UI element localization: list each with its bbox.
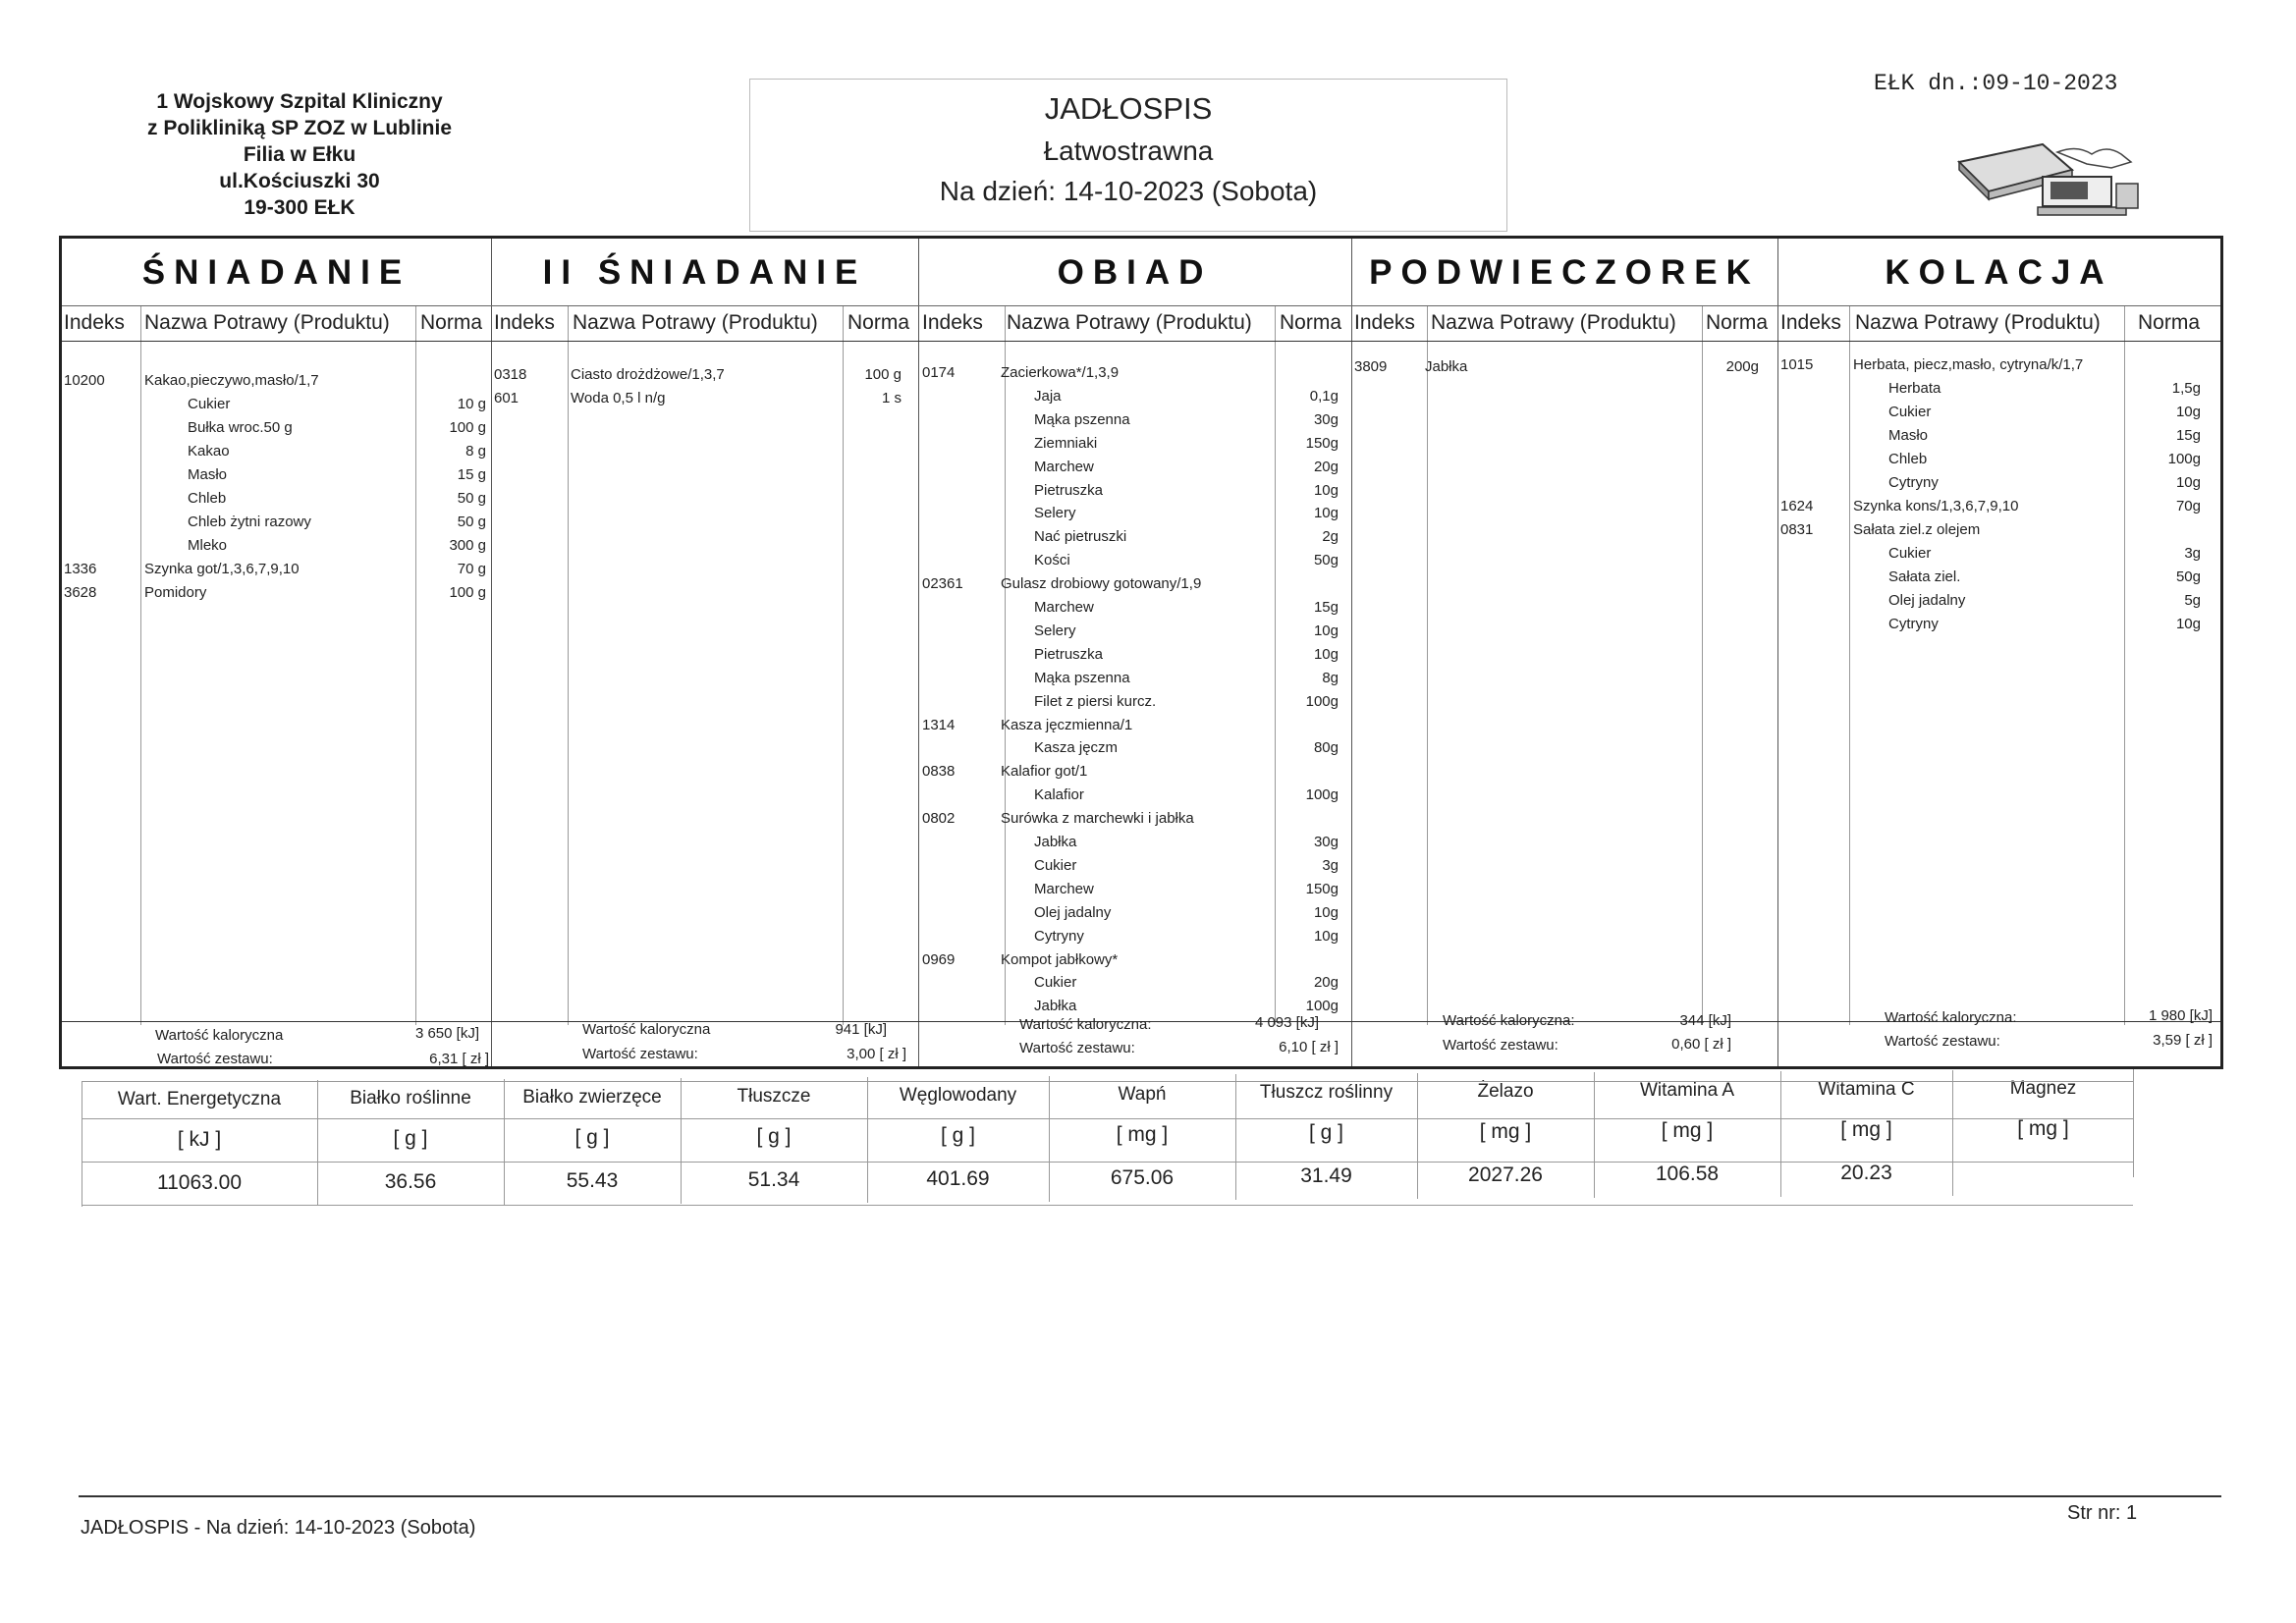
ingredient-name: Bułka wroc.50 g bbox=[188, 419, 293, 436]
meal-title-obiad: OBIAD bbox=[1057, 253, 1213, 292]
item-quantity: 10g bbox=[2175, 404, 2201, 420]
kcal-label: Wartość kaloryczna bbox=[155, 1027, 284, 1044]
col-header-index: Indeks bbox=[1780, 311, 1841, 334]
cost-label: Wartość zestawu: bbox=[1019, 1040, 1135, 1056]
kcal-value: 3 650 [kJ] bbox=[414, 1025, 479, 1042]
nutrient-label: Żelazo bbox=[1477, 1081, 1534, 1103]
nutrient-value: 675.06 bbox=[1110, 1165, 1175, 1189]
col-header-norm: Norma bbox=[1706, 311, 1769, 334]
col-header-name: Nazwa Potrawy (Produktu) bbox=[1855, 311, 2101, 334]
item-quantity: 100 g bbox=[449, 419, 486, 436]
item-quantity: 100 g bbox=[864, 366, 902, 383]
item-quantity: 10g bbox=[1313, 927, 1339, 945]
meal-divider bbox=[918, 239, 919, 1066]
dish-name: Woda 0,5 l n/g bbox=[571, 390, 666, 406]
nutrient-label: Witamina A bbox=[1639, 1080, 1735, 1102]
cost-value: 6,31 [ zł ] bbox=[429, 1051, 489, 1067]
nutrient-unit: [ g ] bbox=[756, 1124, 792, 1148]
page-title: JADŁOSPIS bbox=[1044, 91, 1213, 126]
dish-name: Jabłka bbox=[1425, 358, 1468, 375]
menu-date: Na dzień: 14-10-2023 (Sobota) bbox=[939, 176, 1318, 206]
item-index: 0838 bbox=[922, 763, 956, 781]
hospital-line-2: z Polikliniką SP ZOZ w Lublinie bbox=[147, 117, 452, 139]
item-quantity: 50 g bbox=[457, 514, 486, 530]
kcal-label: Wartość kaloryczna: bbox=[1019, 1016, 1152, 1033]
col-divider bbox=[1005, 305, 1006, 1025]
item-quantity: 10g bbox=[1313, 505, 1339, 522]
item-quantity: 300 g bbox=[449, 537, 486, 554]
ingredient-name: Chleb bbox=[1888, 451, 1928, 467]
col-header-name: Nazwa Potrawy (Produktu) bbox=[1431, 311, 1676, 334]
col-header-index: Indeks bbox=[922, 311, 983, 334]
col-divider bbox=[1427, 305, 1428, 1025]
item-quantity: 15 g bbox=[457, 466, 486, 483]
col-header-norm: Norma bbox=[420, 311, 483, 334]
meal-title-podwieczorek: PODWIECZOREK bbox=[1369, 253, 1760, 292]
item-quantity: 150g bbox=[1305, 434, 1339, 452]
col-header-name: Nazwa Potrawy (Produktu) bbox=[573, 311, 818, 334]
dish-name: Kasza jęczmienna/1 bbox=[1001, 716, 1133, 733]
nutrient-unit: [ kJ ] bbox=[177, 1128, 222, 1151]
item-index: 0174 bbox=[922, 364, 956, 381]
dish-name: Pomidory bbox=[144, 584, 207, 601]
dish-name: Surówka z marchewki i jabłka bbox=[1001, 810, 1194, 828]
kcal-value: 1 980 [kJ] bbox=[2148, 1007, 2213, 1024]
nutrient-unit: [ mg ] bbox=[1479, 1120, 1532, 1144]
ingredient-name: Pietruszka bbox=[1034, 481, 1104, 499]
nutrient-value: 401.69 bbox=[926, 1166, 990, 1190]
nutrition-divider bbox=[1049, 1076, 1050, 1202]
item-quantity: 10g bbox=[1313, 622, 1339, 639]
dish-name: Ciasto drożdżowe/1,3,7 bbox=[571, 366, 725, 383]
col-header-norm: Norma bbox=[2138, 311, 2201, 334]
col-header-norm: Norma bbox=[847, 311, 910, 334]
nutrient-value: 31.49 bbox=[1300, 1164, 1352, 1188]
item-quantity: 1 s bbox=[881, 390, 902, 406]
item-index: 3628 bbox=[64, 584, 97, 601]
hospital-line-4: ul.Kościuszki 30 bbox=[219, 170, 380, 192]
nutrition-divider bbox=[1780, 1071, 1781, 1197]
ingredient-name: Cytryny bbox=[1034, 927, 1084, 945]
nutrient-unit: [ mg ] bbox=[2017, 1117, 2069, 1140]
nutrient-label: Białko roślinne bbox=[350, 1087, 471, 1109]
issue-date: EŁK dn.:09-10-2023 bbox=[1874, 71, 2118, 96]
nutrition-divider bbox=[317, 1080, 318, 1206]
ingredient-name: Sałata ziel. bbox=[1888, 568, 1961, 585]
meal-divider bbox=[491, 239, 492, 1066]
item-quantity: 3g bbox=[2184, 545, 2201, 562]
nutrient-unit: [ mg ] bbox=[1840, 1118, 1892, 1142]
item-quantity: 50g bbox=[2175, 568, 2201, 585]
item-quantity: 100g bbox=[2167, 451, 2201, 467]
ingredient-name: Jaja bbox=[1034, 387, 1062, 405]
nutrient-label: Tłuszcz roślinny bbox=[1259, 1082, 1394, 1104]
dish-name: Szynka got/1,3,6,7,9,10 bbox=[144, 561, 300, 577]
nutrition-divider bbox=[867, 1077, 868, 1203]
item-quantity: 80g bbox=[1313, 739, 1339, 757]
ingredient-name: Masło bbox=[188, 466, 228, 483]
item-quantity: 30g bbox=[1313, 410, 1339, 428]
ingredient-name: Cukier bbox=[1888, 545, 1932, 562]
item-quantity: 15g bbox=[2175, 427, 2201, 444]
item-quantity: 50 g bbox=[457, 490, 486, 507]
ingredient-name: Selery bbox=[1034, 505, 1076, 522]
nutrition-divider bbox=[2133, 1069, 2134, 1177]
cost-value: 6,10 [ zł ] bbox=[1279, 1039, 1339, 1055]
ingredient-name: Kości bbox=[1034, 552, 1070, 569]
item-quantity: 8 g bbox=[465, 443, 486, 460]
page-number: Str nr: 1 bbox=[2067, 1502, 2138, 1524]
item-quantity: 2g bbox=[1322, 528, 1339, 546]
cost-label: Wartość zestawu: bbox=[1443, 1037, 1558, 1054]
kcal-value: 941 [kJ] bbox=[835, 1021, 887, 1038]
dish-name: Kalafior got/1 bbox=[1001, 763, 1088, 781]
col-header-index: Indeks bbox=[64, 311, 125, 334]
ingredient-name: Cukier bbox=[1034, 974, 1077, 992]
nutrition-divider bbox=[1417, 1073, 1418, 1199]
divider bbox=[62, 341, 2220, 342]
item-quantity: 20g bbox=[1313, 458, 1339, 475]
nutrient-label: Białko zwierzęce bbox=[522, 1086, 662, 1108]
nutrient-unit: [ mg ] bbox=[1116, 1122, 1169, 1146]
hospital-line-1: 1 Wojskowy Szpital Kliniczny bbox=[156, 90, 443, 113]
nutrition-divider bbox=[504, 1079, 505, 1205]
hospital-address bbox=[108, 88, 491, 221]
ingredient-name: Mleko bbox=[188, 537, 228, 554]
cost-label: Wartość zestawu: bbox=[157, 1051, 273, 1067]
meal-title-drugie-sniadanie: II ŚNIADANIE bbox=[542, 253, 867, 292]
ingredient-name: Mąka pszenna bbox=[1034, 410, 1130, 428]
title-box bbox=[749, 79, 1507, 232]
nutrient-unit: [ g ] bbox=[1308, 1121, 1344, 1145]
item-quantity: 10g bbox=[1313, 645, 1339, 663]
item-index: 1624 bbox=[1780, 498, 1814, 514]
dish-name: Gulasz drobiowy gotowany/1,9 bbox=[1001, 575, 1202, 593]
ingredient-name: Marchew bbox=[1034, 599, 1094, 616]
nutrient-label: Węglowodany bbox=[899, 1084, 1017, 1106]
meal-title-kolacja: KOLACJA bbox=[1885, 253, 2113, 292]
cost-value: 0,60 [ zł ] bbox=[1671, 1036, 1731, 1053]
nutrient-value: 55.43 bbox=[566, 1168, 619, 1192]
ingredient-name: Cukier bbox=[1888, 404, 1932, 420]
ingredient-name: Kalafior bbox=[1034, 786, 1084, 804]
nutrient-label: Magnez bbox=[2009, 1078, 2077, 1099]
col-divider bbox=[568, 305, 569, 1025]
item-quantity: 15g bbox=[1313, 599, 1339, 616]
col-header-norm: Norma bbox=[1280, 311, 1342, 334]
col-divider bbox=[843, 305, 844, 1025]
footer-divider bbox=[79, 1495, 2221, 1497]
nutrition-row-line bbox=[82, 1118, 2133, 1119]
ingredient-name: Selery bbox=[1034, 622, 1076, 639]
nutrient-value: 11063.00 bbox=[156, 1171, 243, 1194]
ingredient-name: Kakao bbox=[188, 443, 230, 460]
dish-name: Sałata ziel.z olejem bbox=[1853, 521, 1981, 538]
item-index: 0969 bbox=[922, 950, 956, 968]
item-quantity: 30g bbox=[1313, 834, 1339, 850]
item-quantity: 70 g bbox=[457, 561, 486, 577]
col-header-index: Indeks bbox=[1354, 311, 1415, 334]
cost-value: 3,00 [ zł ] bbox=[847, 1046, 906, 1062]
item-quantity: 10 g bbox=[457, 396, 486, 412]
col-header-index: Indeks bbox=[494, 311, 555, 334]
item-quantity: 100g bbox=[1305, 786, 1339, 804]
nutrient-value: 36.56 bbox=[384, 1169, 437, 1193]
cost-value: 3,59 [ zł ] bbox=[2153, 1032, 2213, 1049]
ingredient-name: Herbata bbox=[1888, 380, 1941, 397]
item-quantity: 5g bbox=[2184, 592, 2201, 609]
nutrient-unit: [ g ] bbox=[574, 1125, 610, 1149]
item-quantity: 10g bbox=[1313, 481, 1339, 499]
nutrient-value: 20.23 bbox=[1840, 1162, 1892, 1185]
dish-name: Herbata, piecz,masło, cytryna/k/1,7 bbox=[1853, 356, 2084, 373]
item-quantity: 100g bbox=[1305, 692, 1339, 710]
item-index: 1336 bbox=[64, 561, 97, 577]
item-quantity: 10g bbox=[2175, 474, 2201, 491]
ingredient-name: Pietruszka bbox=[1034, 645, 1104, 663]
hospital-line-5: 19-300 EŁK bbox=[244, 196, 355, 219]
nutrition-row-line bbox=[82, 1162, 2133, 1163]
cost-label: Wartość zestawu: bbox=[582, 1046, 698, 1062]
nutrition-table bbox=[82, 1073, 2220, 1208]
nutrient-value: 2027.26 bbox=[1468, 1163, 1543, 1187]
item-quantity: 70g bbox=[2175, 498, 2201, 514]
kcal-label: Wartość kaloryczna bbox=[582, 1021, 711, 1038]
ingredient-name: Ziemniaki bbox=[1034, 434, 1098, 452]
ingredient-name: Marchew bbox=[1034, 880, 1094, 897]
ingredient-name: Masło bbox=[1888, 427, 1929, 444]
ingredient-name: Chleb bbox=[188, 490, 227, 507]
nutrition-row-line bbox=[82, 1205, 2133, 1206]
nutrient-value: 106.58 bbox=[1655, 1163, 1720, 1186]
item-quantity: 10g bbox=[1313, 903, 1339, 921]
item-index: 1314 bbox=[922, 716, 956, 733]
kcal-label: Wartość kaloryczna: bbox=[1885, 1009, 2017, 1026]
nutrient-label: Witamina C bbox=[1818, 1079, 1915, 1101]
ingredient-name: Olej jadalny bbox=[1034, 903, 1112, 921]
kcal-value: 4 093 [kJ] bbox=[1254, 1014, 1319, 1031]
nutrient-label: Wart. Energetyczna bbox=[117, 1089, 282, 1109]
col-divider bbox=[140, 305, 141, 1025]
item-index: 02361 bbox=[922, 575, 963, 593]
nutrient-unit: [ g ] bbox=[940, 1123, 976, 1147]
ingredient-name: Olej jadalny bbox=[1888, 592, 1966, 609]
item-quantity: 100 g bbox=[449, 584, 486, 601]
col-header-name: Nazwa Potrawy (Produktu) bbox=[1007, 311, 1252, 334]
item-index: 0802 bbox=[922, 810, 956, 828]
dish-name: Zacierkowa*/1,3,9 bbox=[1001, 364, 1120, 381]
kcal-label: Wartość kaloryczna: bbox=[1443, 1012, 1575, 1029]
nutrient-unit: [ mg ] bbox=[1661, 1119, 1714, 1143]
nutrient-unit: [ g ] bbox=[393, 1126, 428, 1150]
footer-text: JADŁOSPIS - Na dzień: 14-10-2023 (Sobota) bbox=[81, 1517, 476, 1539]
dish-name: Kompot jabłkowy* bbox=[1001, 950, 1119, 968]
item-index: 601 bbox=[494, 390, 519, 406]
meal-title-sniadanie: ŚNIADANIE bbox=[141, 253, 411, 292]
item-quantity: 3g bbox=[1322, 856, 1339, 874]
item-quantity: 20g bbox=[1313, 974, 1339, 992]
item-quantity: 200g bbox=[1725, 358, 1759, 375]
item-quantity: 1,5g bbox=[2171, 380, 2201, 397]
kcal-value: 344 [kJ] bbox=[1679, 1012, 1731, 1029]
ingredient-name: Nać pietruszki bbox=[1034, 528, 1127, 546]
meal-divider bbox=[1777, 239, 1778, 1066]
cost-label: Wartość zestawu: bbox=[1885, 1033, 2000, 1050]
item-quantity: 10g bbox=[2175, 616, 2201, 632]
item-index: 0318 bbox=[494, 366, 527, 383]
item-quantity: 8g bbox=[1322, 669, 1339, 686]
ingredient-name: Kasza jęczm bbox=[1034, 739, 1119, 757]
meal-divider bbox=[1351, 239, 1352, 1066]
ingredient-name: Cytryny bbox=[1888, 474, 1939, 491]
nutrition-row-line bbox=[82, 1081, 2133, 1082]
nutrient-label: Tłuszcze bbox=[737, 1085, 811, 1107]
ingredient-name: Cukier bbox=[1034, 856, 1077, 874]
ingredient-name: Cukier bbox=[188, 396, 231, 412]
item-quantity: 150g bbox=[1305, 880, 1339, 897]
item-index: 3809 bbox=[1354, 358, 1388, 375]
menu-table bbox=[59, 236, 2223, 1069]
nutrient-value: 51.34 bbox=[747, 1167, 800, 1191]
item-quantity: 100g bbox=[1305, 998, 1339, 1015]
ingredient-name: Filet z piersi kurcz. bbox=[1034, 692, 1157, 710]
item-index: 10200 bbox=[64, 372, 105, 389]
ingredient-name: Jabłka bbox=[1034, 998, 1077, 1015]
book-and-computer-icon bbox=[1949, 123, 2175, 221]
ingredient-name: Jabłka bbox=[1034, 834, 1077, 850]
item-quantity: 0,1g bbox=[1309, 387, 1339, 405]
diet-name: Łatwostrawna bbox=[1043, 135, 1214, 166]
nutrition-divider bbox=[1594, 1072, 1595, 1198]
nutrition-divider bbox=[681, 1078, 682, 1204]
item-index: 1015 bbox=[1780, 356, 1814, 373]
nutrition-divider bbox=[1952, 1070, 1953, 1196]
item-quantity: 50g bbox=[1313, 552, 1339, 569]
col-header-name: Nazwa Potrawy (Produktu) bbox=[144, 311, 390, 334]
dish-name: Szynka kons/1,3,6,7,9,10 bbox=[1853, 498, 2019, 514]
hospital-line-3: Filia w Ełku bbox=[243, 143, 356, 166]
ingredient-name: Mąka pszenna bbox=[1034, 669, 1130, 686]
ingredient-name: Marchew bbox=[1034, 458, 1094, 475]
item-index: 0831 bbox=[1780, 521, 1814, 538]
ingredient-name: Cytryny bbox=[1888, 616, 1939, 632]
ingredient-name: Chleb żytni razowy bbox=[188, 514, 311, 530]
col-divider bbox=[1849, 305, 1850, 1025]
col-divider bbox=[1702, 305, 1703, 1025]
dish-name: Kakao,pieczywo,masło/1,7 bbox=[144, 372, 319, 389]
nutrient-label: Wapń bbox=[1118, 1083, 1167, 1105]
nutrition-divider bbox=[1235, 1074, 1236, 1200]
